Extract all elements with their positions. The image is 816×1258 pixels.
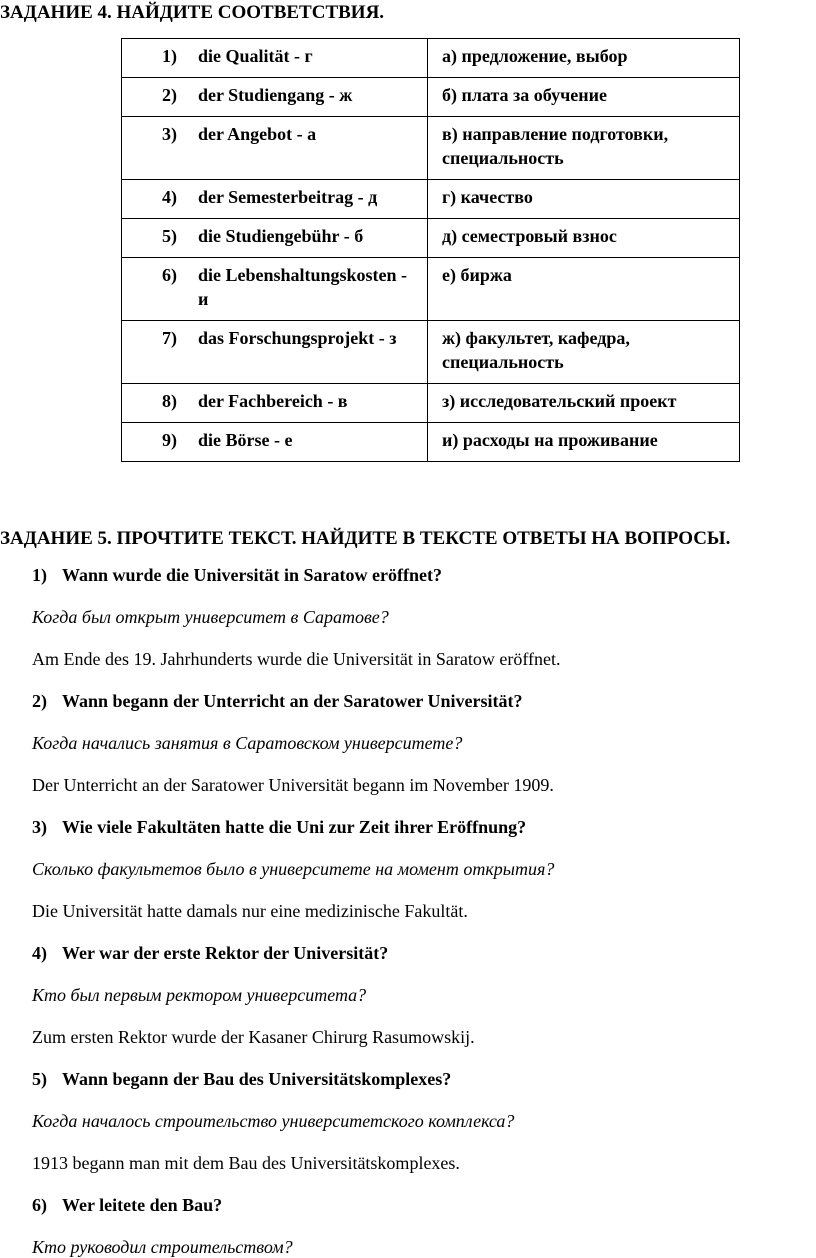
item-number: 9) — [162, 430, 177, 450]
russian-translation-cell — [428, 78, 740, 117]
russian-translation: ж) факультет, кафедра, специальность — [442, 328, 630, 372]
question — [32, 565, 812, 585]
russian-translation-cell — [428, 219, 740, 258]
german-term-cell — [122, 423, 428, 462]
russian-translation-cell — [428, 321, 740, 384]
german-term-cell — [122, 117, 428, 180]
question-text: Wann begann der Unterricht an der Saratower Universität? — [62, 691, 523, 711]
item-number: 3) — [162, 124, 177, 144]
answer-text: Zum ersten Rektor wurde der Kasaner Chirurg Rasumowskij. — [32, 1027, 475, 1047]
question-text: Wer war der erste Rektor der Universität? — [62, 943, 389, 963]
table-row — [122, 78, 740, 117]
question — [32, 1195, 812, 1215]
matching-table — [121, 38, 740, 462]
question-block — [32, 1069, 812, 1173]
question — [32, 943, 812, 963]
german-term: der Fachbereich - в — [198, 391, 348, 411]
russian-translation: г) качество — [442, 187, 533, 207]
russian-translation-cell — [428, 117, 740, 180]
question-translation: Когда начались занятия в Саратовском университете? — [32, 733, 463, 753]
german-term-cell — [122, 219, 428, 258]
german-term-cell — [122, 321, 428, 384]
task5-heading: ЗАДАНИЕ 5. ПРОЧТИТЕ ТЕКСТ. НАЙДИТЕ В ТЕКСТЕ ОТВЕТЫ НА ВОПРОСЫ. — [0, 528, 731, 549]
question — [32, 817, 812, 837]
german-term: der Studiengang - ж — [198, 85, 353, 105]
question-block — [32, 691, 812, 795]
german-term: die Studiengebühr - б — [198, 226, 364, 246]
russian-translation: д) семестровый взнос — [442, 226, 617, 246]
table-row — [122, 384, 740, 423]
question-translation: Кто был первым ректором университета? — [32, 985, 367, 1005]
question-text: Wie viele Fakultäten hatte die Uni zur Zeit ihrer Eröffnung? — [62, 817, 527, 837]
answer-text: 1913 begann man mit dem Bau des Universitätskomplexes. — [32, 1153, 460, 1173]
question-number: 4) — [32, 943, 47, 963]
german-term: die Qualität - г — [198, 46, 313, 66]
question-number: 5) — [32, 1069, 47, 1089]
item-number: 4) — [162, 187, 177, 207]
german-term: die Börse - е — [198, 430, 293, 450]
table-row — [122, 39, 740, 78]
russian-translation: б) плата за обучение — [442, 85, 607, 105]
item-number: 1) — [162, 46, 177, 66]
german-term-cell — [122, 78, 428, 117]
table-row — [122, 258, 740, 321]
question-text: Wann wurde die Universität in Saratow eröffnet? — [62, 565, 442, 585]
russian-translation: в) направление подготовки, специальность — [442, 124, 669, 168]
question-translation: Кто руководил строительством? — [32, 1237, 293, 1257]
german-term: die Lebenshaltungskosten - и — [198, 265, 408, 309]
question-list — [32, 565, 812, 1257]
question-text: Wer leitete den Bau? — [62, 1195, 223, 1215]
question — [32, 691, 812, 711]
answer-text: Der Unterricht an der Saratower Universität begann im November 1909. — [32, 775, 554, 795]
german-term-cell — [122, 39, 428, 78]
german-term-cell — [122, 258, 428, 321]
question-translation: Когда началось строительство университетского комплекса? — [32, 1111, 515, 1131]
german-term: der Angebot - а — [198, 124, 317, 144]
task4-heading: ЗАДАНИЕ 4. НАЙДИТЕ СООТВЕТСТВИЯ. — [0, 2, 385, 23]
russian-translation: е) биржа — [442, 265, 512, 285]
russian-translation: а) предложение, выбор — [442, 46, 628, 66]
german-term-cell — [122, 384, 428, 423]
table-row — [122, 219, 740, 258]
question — [32, 1069, 812, 1089]
item-number: 6) — [162, 265, 177, 285]
question-number: 2) — [32, 691, 47, 711]
question-number: 6) — [32, 1195, 47, 1215]
question-block — [32, 565, 812, 669]
russian-translation: и) расходы на проживание — [442, 430, 658, 450]
question-block — [32, 817, 812, 921]
item-number: 7) — [162, 328, 177, 348]
russian-translation-cell — [428, 258, 740, 321]
item-number: 8) — [162, 391, 177, 411]
table-row — [122, 321, 740, 384]
item-number: 2) — [162, 85, 177, 105]
table-row — [122, 423, 740, 462]
russian-translation-cell — [428, 39, 740, 78]
german-term-cell — [122, 180, 428, 219]
answer-text: Am Ende des 19. Jahrhunderts wurde die Universität in Saratow eröffnet. — [32, 649, 561, 669]
german-term: das Forschungsprojekt - з — [198, 328, 397, 348]
german-term: der Semesterbeitrag - д — [198, 187, 378, 207]
question-translation: Сколько факультетов было в университете на момент открытия? — [32, 859, 555, 879]
question-block — [32, 943, 812, 1047]
russian-translation: з) исследовательский проект — [442, 391, 677, 411]
question-number: 3) — [32, 817, 47, 837]
russian-translation-cell — [428, 423, 740, 462]
answer-text: Die Universität hatte damals nur eine medizinische Fakultät. — [32, 901, 468, 921]
question-block — [32, 1195, 812, 1257]
russian-translation-cell — [428, 384, 740, 423]
table-row — [122, 117, 740, 180]
question-number: 1) — [32, 565, 47, 585]
question-translation: Когда был открыт университет в Саратове? — [32, 607, 389, 627]
item-number: 5) — [162, 226, 177, 246]
russian-translation-cell — [428, 180, 740, 219]
table-row — [122, 180, 740, 219]
question-text: Wann begann der Bau des Universitätskomplexes? — [62, 1069, 452, 1089]
